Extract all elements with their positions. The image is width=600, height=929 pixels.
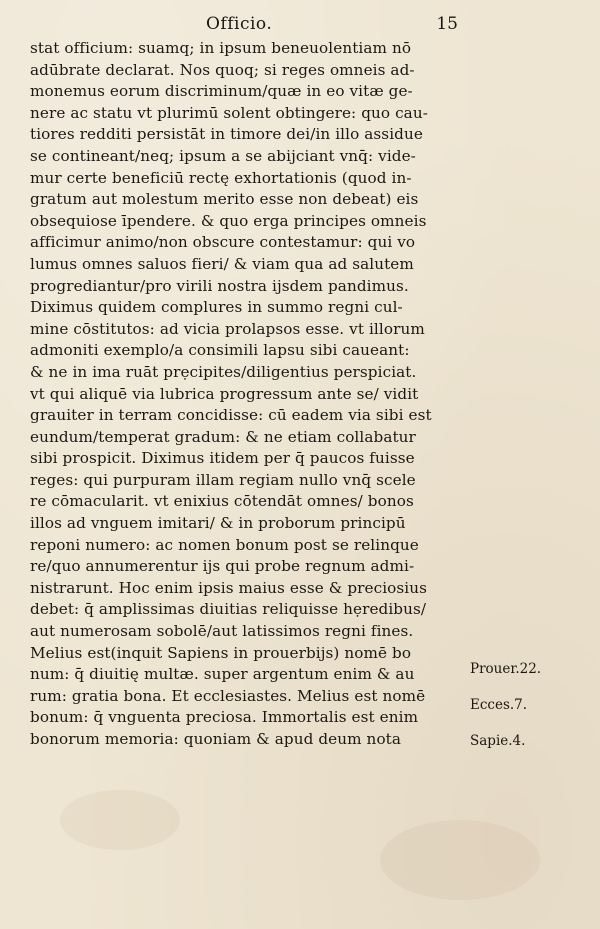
text-line: debet: q̄ amplissimas diuitias reliquisse hẹredibus/ — [30, 600, 427, 619]
paper-stain — [380, 820, 540, 900]
text-line: lumus omnes saluos fieri/ & viam qua ad salutem — [30, 254, 414, 273]
text-line: tiores redditi persistāt in timore dei/in illo assidue — [30, 125, 423, 144]
text-line: stat officium: suamq; in ipsum beneuolentiam nō — [30, 39, 412, 57]
marginal-note-wisdom: Sapie.4. — [470, 733, 526, 749]
body-text — [30, 38, 470, 751]
marginal-note-ecclesiastes: Ecces.7. — [470, 697, 528, 713]
text-line: admoniti exemplo/a consimili lapsu sibi caueant: — [30, 341, 410, 360]
text-line: mine cōstitutos: ad vicia prolapsos esse. vt illorum — [30, 319, 425, 338]
text-line: sibi prospicit. Diximus itidem per q̄ paucos fuisse — [30, 449, 415, 468]
text-line: illos ad vnguem imitari/ & in proborum principū — [30, 514, 406, 533]
text-line: se contineant/neq; ipsum a se abijciant vnq̄: vide- — [30, 146, 416, 165]
text-line: nere ac statu vt plurimū solent obtingere: quo cau- — [30, 103, 428, 122]
text-line: mur certe beneficiū rectę exhortationis (quod in- — [30, 168, 412, 187]
text-line: Diximus quidem complures in summo regni cul- — [30, 298, 403, 317]
text-line: vt qui aliquē via lubrica progressum ante se/ vidit — [30, 384, 419, 403]
text-line: progrediantur/pro virili nostra ijsdem pandimus. — [30, 276, 409, 295]
text-line: & ne in ima ruāt prẹcipites/diligentius perspiciat. — [30, 362, 417, 381]
text-line: re/quo annumerentur ijs qui probe regnum admi- — [30, 557, 415, 576]
marginal-note-proverbs: Prouer.22. — [470, 661, 542, 677]
text-line: grauiter in terram concidisse: cū eadem via sibi est — [30, 406, 432, 425]
running-head — [200, 14, 470, 40]
text-line: monemus eorum discriminum/quæ in eo vitæ ge- — [30, 82, 413, 101]
text-line: rum: gratia bona. Et ecclesiastes. Melius est nomē — [30, 686, 426, 705]
text-line: adūbrate declarat. Nos quoq; si reges omneis ad- — [30, 60, 415, 79]
text-line: nistrarunt. Hoc enim ipsis maius esse & preciosius — [30, 578, 428, 597]
text-line: bonorum memoria: quoniam & apud deum nota — [30, 730, 402, 748]
text-line: bonum: q̄ vnguenta preciosa. Immortalis est enim — [30, 708, 419, 727]
text-line: reges: qui purpuram illam regiam nullo vnq̄ scele — [30, 470, 416, 489]
text-line: reponi numero: ac nomen bonum post se relinque — [30, 535, 419, 554]
text-line: num: q̄ diuitię multæ. super argentum enim & au — [30, 665, 415, 684]
text-line: aut numerosam sobolē/aut latissimos regni fines. — [30, 622, 414, 641]
text-line: gratum aut molestum merito esse non debeat) eis — [30, 190, 419, 209]
text-line: obsequiose īpendere. & quo erga principes omneis — [30, 211, 427, 230]
running-title: Officio. — [206, 14, 273, 34]
text-line: re cōmacularit. vt enixius cōtendāt omnes/ bonos — [30, 492, 414, 511]
paper-stain — [60, 790, 180, 850]
text-line: afficimur animo/non obscure contestamur: qui vo — [30, 233, 416, 252]
text-line: Melius est(inquit Sapiens in prouerbijs) nomē bo — [30, 643, 412, 662]
text-line: eundum/temperat gradum: & ne etiam collabatur — [30, 427, 416, 446]
page-number: 15 — [436, 14, 458, 34]
